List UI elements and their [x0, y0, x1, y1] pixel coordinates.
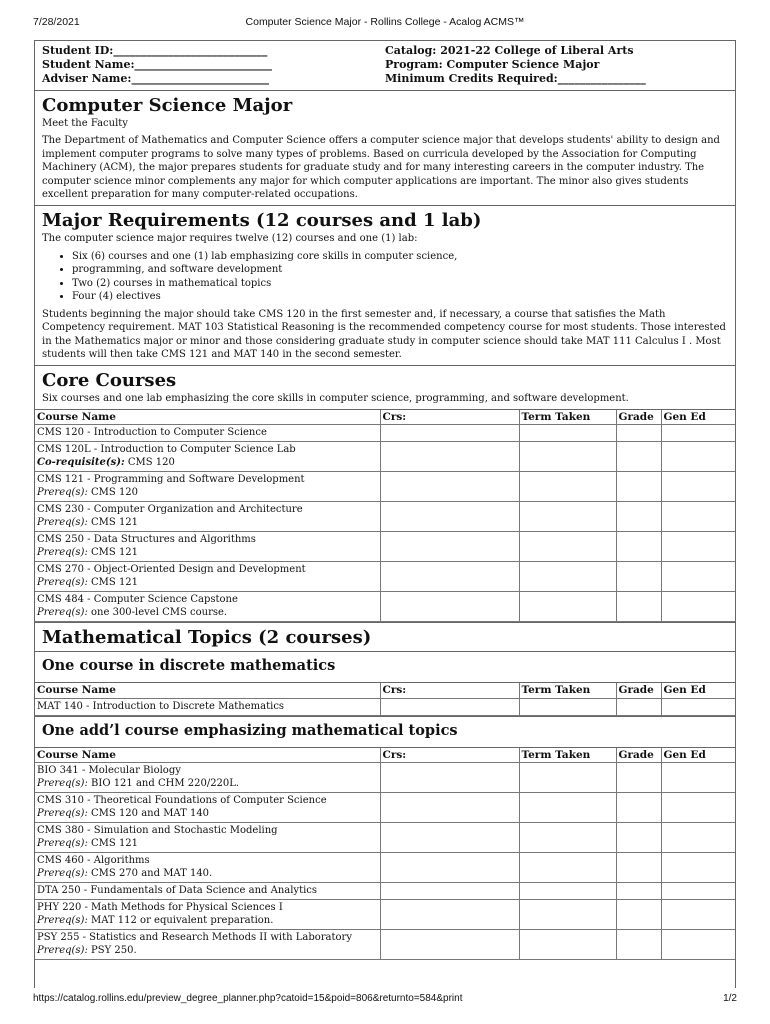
requisite-label: Prereq(s):: [37, 808, 88, 820]
requisite-text: CMS 120: [87, 487, 139, 499]
requisite-text: CMS 121: [87, 517, 139, 529]
term-cell[interactable]: [519, 562, 616, 592]
col-term-taken: Term Taken: [519, 683, 616, 698]
table-row: [35, 442, 735, 472]
course-link[interactable]: CMS 230 - Computer Organization and Architecture: [37, 504, 303, 516]
course-cell: [35, 562, 380, 592]
term-cell[interactable]: [519, 425, 616, 442]
credits-cell[interactable]: [380, 592, 519, 622]
requisite-label: Prereq(s):: [37, 838, 88, 850]
course-link[interactable]: PHY 220 - Math Methods for Physical Sciences I: [37, 902, 283, 914]
credits-cell[interactable]: [380, 472, 519, 502]
requisite-text: CMS 120 and MAT 140: [87, 808, 210, 820]
gen-ed-cell[interactable]: [661, 883, 735, 900]
gen-ed-cell[interactable]: [661, 502, 735, 532]
grade-cell[interactable]: [616, 900, 661, 930]
requisite-text: CMS 121: [87, 547, 139, 559]
core-courses-table: [35, 410, 735, 623]
course-cell: [35, 425, 380, 442]
grade-cell[interactable]: [616, 793, 661, 823]
gen-ed-cell[interactable]: [661, 763, 735, 793]
course-link[interactable]: PSY 255 - Statistics and Research Methods II with Laboratory: [37, 932, 352, 944]
course-cell: [35, 853, 380, 883]
col-grade: Grade: [616, 410, 661, 425]
course-link[interactable]: CMS 250 - Data Structures and Algorithms: [37, 534, 256, 546]
col-term-taken: Term Taken: [519, 748, 616, 763]
credits-cell[interactable]: [380, 425, 519, 442]
credits-cell[interactable]: [380, 502, 519, 532]
requisite-text: CMS 270 and MAT 140.: [87, 868, 213, 880]
page-title: Computer Science Major: [42, 95, 293, 116]
requisite-text: MAT 112 or equivalent preparation.: [87, 915, 274, 927]
requirements-title: Major Requirements (12 courses and 1 lab): [42, 210, 482, 232]
gen-ed-cell[interactable]: [661, 472, 735, 502]
requirements-lead: The computer science major requires twelve (12) courses and one (1) lab:: [42, 233, 418, 245]
col-gen-ed: Gen Ed: [661, 410, 735, 425]
grade-cell[interactable]: [616, 472, 661, 502]
requisite-label: Prereq(s):: [37, 547, 88, 559]
print-header: [33, 16, 737, 30]
gen-ed-cell[interactable]: [661, 442, 735, 472]
col-gen-ed: Gen Ed: [661, 683, 735, 698]
requisite-label: Prereq(s):: [37, 868, 88, 880]
col-grade: Grade: [616, 683, 661, 698]
table-row: [35, 763, 735, 793]
table-row: [35, 502, 735, 532]
course-cell: [35, 930, 380, 960]
requisite-label: Prereq(s):: [37, 915, 88, 927]
core-table-wrap: [35, 410, 735, 624]
col-grade: Grade: [616, 748, 661, 763]
list-item: • programming, and software development: [72, 263, 728, 277]
credits-cell[interactable]: [380, 562, 519, 592]
credits-cell[interactable]: [380, 763, 519, 793]
requisite-label: Prereq(s):: [37, 945, 88, 957]
col-credits: Crs:: [380, 748, 519, 763]
term-cell[interactable]: [519, 472, 616, 502]
requisite-label: Prereq(s):: [37, 577, 88, 589]
term-cell[interactable]: [519, 698, 616, 715]
term-cell[interactable]: [519, 532, 616, 562]
page-url: https://catalog.rollins.edu/preview_degree_planner.php?catoid=15&poid=806&returnto=584&print: [33, 993, 463, 1004]
grade-cell[interactable]: [616, 823, 661, 853]
col-course-name: Course Name: [35, 748, 380, 763]
grade-cell[interactable]: [616, 425, 661, 442]
col-course-name: Course Name: [35, 410, 380, 425]
course-link[interactable]: CMS 460 - Algorithms: [37, 855, 150, 867]
requisite-label: Co-requisite(s):: [37, 457, 125, 469]
credits-cell[interactable]: [380, 823, 519, 853]
core-description: Six courses and one lab emphasizing the core skills in computer science, programming, and software development.: [42, 393, 629, 405]
credits-cell[interactable]: [380, 930, 519, 960]
credits-cell[interactable]: [380, 442, 519, 472]
gen-ed-cell[interactable]: [661, 900, 735, 930]
course-cell: [35, 883, 380, 900]
course-cell: [35, 793, 380, 823]
table-row: [35, 592, 735, 622]
col-credits: Crs:: [380, 683, 519, 698]
term-cell[interactable]: [519, 442, 616, 472]
col-term-taken: Term Taken: [519, 410, 616, 425]
min-credits-field: Minimum Credits Required:________________: [385, 72, 646, 85]
course-cell: [35, 698, 380, 715]
gen-ed-cell[interactable]: [661, 592, 735, 622]
requirements-paragraph: Students beginning the major should take CMS 120 in the first semester and, if necessary, a course that satisfies the Math Competency requirement. MAT 103 Statistical Reasoning is the recommended competency course for most students. Those interested in the Mathematics major or minor and those considering graduate study in computer science should take MAT 111 Calculus I . Most students will then take CMS 121 and MAT 140 in the second semester.: [42, 308, 726, 361]
course-cell: [35, 502, 380, 532]
list-item: • Four (4) electives: [72, 290, 728, 304]
requisite-text: CMS 121: [87, 838, 139, 850]
table-row: [35, 900, 735, 930]
course-cell: [35, 472, 380, 502]
catalog-label: Catalog: 2021-22 College of Liberal Arts: [385, 44, 634, 57]
grade-cell[interactable]: [616, 853, 661, 883]
requisite-text: PSY 250.: [87, 945, 137, 957]
grade-cell[interactable]: [616, 698, 661, 715]
course-link[interactable]: DTA 250 - Fundamentals of Data Science and Analytics: [37, 885, 318, 897]
list-item: • Two (2) courses in mathematical topics: [72, 277, 728, 291]
course-cell: [35, 763, 380, 793]
student-name-field: Student Name:_________________________: [42, 58, 273, 71]
col-credits: Crs:: [380, 410, 519, 425]
table-row: [35, 562, 735, 592]
grade-cell[interactable]: [616, 592, 661, 622]
table-row: [35, 793, 735, 823]
requisite-label: Prereq(s):: [37, 517, 88, 529]
course-cell: [35, 823, 380, 853]
term-cell[interactable]: [519, 823, 616, 853]
term-cell[interactable]: [519, 763, 616, 793]
program-label: Program: Computer Science Major: [385, 58, 600, 71]
term-cell[interactable]: [519, 502, 616, 532]
table-header-row: [35, 748, 735, 763]
meet-faculty-link[interactable]: Meet the Faculty: [42, 118, 128, 129]
adviser-name-field: Adviser Name:_________________________: [42, 72, 269, 85]
grade-cell[interactable]: [616, 763, 661, 793]
term-cell[interactable]: [519, 592, 616, 622]
term-cell[interactable]: [519, 930, 616, 960]
requirements-list: [72, 250, 728, 304]
gen-ed-cell[interactable]: [661, 698, 735, 715]
discrete-header: [35, 652, 735, 683]
discrete-courses-table: [35, 683, 735, 716]
table-row: [35, 698, 735, 715]
program-info-right: [385, 44, 728, 86]
course-link[interactable]: BIO 341 - Molecular Biology: [37, 765, 181, 777]
col-course-name: Course Name: [35, 683, 380, 698]
requisite-text: one 300-level CMS course.: [87, 607, 228, 619]
list-item: • Six (6) courses and one (1) lab emphasizing core skills in computer science,: [72, 250, 728, 264]
requisite-label: Prereq(s):: [37, 778, 88, 790]
discrete-table-wrap: [35, 683, 735, 717]
grade-cell[interactable]: [616, 562, 661, 592]
core-section: [35, 366, 735, 409]
course-link[interactable]: MAT 140 - Introduction to Discrete Mathematics: [37, 700, 285, 712]
course-link[interactable]: CMS 121 - Programming and Software Development: [37, 474, 305, 486]
print-footer: [33, 993, 737, 1007]
page-number: 1/2: [723, 993, 737, 1004]
term-cell[interactable]: [519, 793, 616, 823]
table-row: [35, 472, 735, 502]
grade-cell[interactable]: [616, 532, 661, 562]
grade-cell[interactable]: [616, 502, 661, 532]
course-cell: [35, 532, 380, 562]
table-row: [35, 532, 735, 562]
gen-ed-cell[interactable]: [661, 853, 735, 883]
grade-cell[interactable]: [616, 883, 661, 900]
discrete-title: One course in discrete mathematics: [42, 657, 336, 675]
credits-cell[interactable]: [380, 883, 519, 900]
col-gen-ed: Gen Ed: [661, 748, 735, 763]
intro-paragraph: The Department of Mathematics and Computer Science offers a computer science major that develops students' ability to design and implement computer programs to solve many types of problems. Based on curricula developed by the Association for Computing Machinery (ACM), the major prepares students for graduate study and for many interesting careers in the computer industry. The computer science minor complements any major for which computer applications are important. The minor also gives students excellent preparation for many computer-related occupations.: [42, 135, 720, 201]
additional-table-wrap: [35, 748, 735, 961]
additional-courses-table: [35, 748, 735, 961]
term-cell[interactable]: [519, 883, 616, 900]
table-row: [35, 823, 735, 853]
credits-cell[interactable]: [380, 532, 519, 562]
table-row: [35, 883, 735, 900]
degree-planner-sheet: [34, 40, 736, 988]
credits-cell[interactable]: [380, 793, 519, 823]
math-title: Mathematical Topics (2 courses): [42, 627, 372, 649]
grade-cell[interactable]: [616, 930, 661, 960]
table-header-row: [35, 410, 735, 425]
table-row: [35, 930, 735, 960]
course-link[interactable]: CMS 120L - Introduction to Computer Science Lab: [37, 444, 296, 456]
course-cell: [35, 592, 380, 622]
additional-math-header: [35, 717, 735, 748]
print-date: 7/28/2021: [33, 16, 80, 28]
requisite-text: CMS 120: [124, 457, 175, 469]
course-cell: [35, 442, 380, 472]
core-title: Core Courses: [42, 370, 177, 392]
grade-cell[interactable]: [616, 442, 661, 472]
student-info-block: [35, 41, 735, 91]
course-link[interactable]: CMS 310 - Theoretical Foundations of Computer Science: [37, 795, 327, 807]
gen-ed-cell[interactable]: [661, 930, 735, 960]
requisite-text: BIO 121 and CHM 220/220L.: [87, 778, 240, 790]
gen-ed-cell[interactable]: [661, 532, 735, 562]
requirements-section: [35, 206, 735, 366]
requisite-label: Prereq(s):: [37, 607, 88, 619]
course-link[interactable]: CMS 120 - Introduction to Computer Science: [37, 427, 267, 439]
additional-math-title: One add’l course emphasizing mathematical topics: [42, 721, 458, 739]
requisite-label: Prereq(s):: [37, 487, 88, 499]
intro-section: [35, 91, 735, 206]
gen-ed-cell[interactable]: [661, 793, 735, 823]
course-cell: [35, 900, 380, 930]
table-header-row: [35, 683, 735, 698]
student-id-field: Student ID:____________________________: [42, 44, 268, 57]
course-link[interactable]: CMS 270 - Object-Oriented Design and Development: [37, 564, 306, 576]
credits-cell[interactable]: [380, 853, 519, 883]
requisite-text: CMS 121: [87, 577, 139, 589]
print-page-title: Computer Science Major - Rollins College - Acalog ACMS™: [245, 16, 525, 28]
gen-ed-cell[interactable]: [661, 425, 735, 442]
student-info-left: [42, 44, 385, 86]
term-cell[interactable]: [519, 900, 616, 930]
gen-ed-cell[interactable]: [661, 562, 735, 592]
credits-cell[interactable]: [380, 698, 519, 715]
credits-cell[interactable]: [380, 900, 519, 930]
gen-ed-cell[interactable]: [661, 823, 735, 853]
course-link[interactable]: CMS 484 - Computer Science Capstone: [37, 594, 238, 606]
table-row: [35, 425, 735, 442]
term-cell[interactable]: [519, 853, 616, 883]
course-link[interactable]: CMS 380 - Simulation and Stochastic Modeling: [37, 825, 278, 837]
table-row: [35, 853, 735, 883]
math-section-header: [35, 623, 735, 652]
